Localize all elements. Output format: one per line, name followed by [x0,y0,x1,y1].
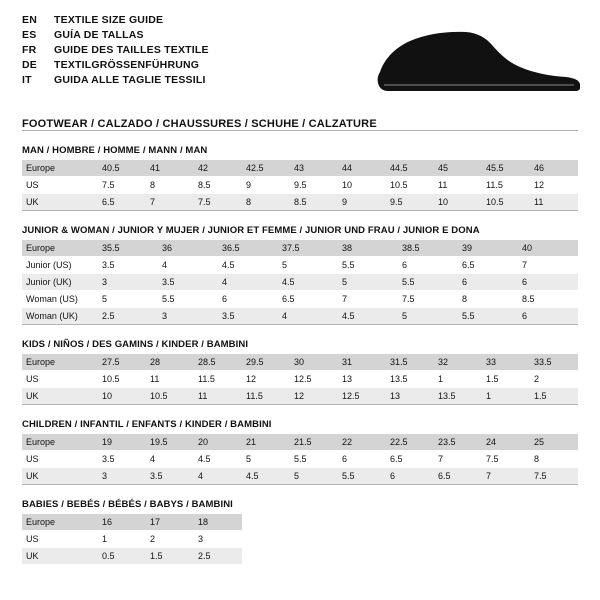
language-title: GUIDE DES TAILLES TEXTILE [54,44,209,56]
size-cell: 7 [146,194,194,210]
size-cell: 33 [482,354,530,370]
size-cell: 10.5 [482,194,530,210]
size-cell: 4 [218,274,278,290]
size-cell [482,548,530,564]
size-cell: 6 [518,308,578,324]
size-cell: 3.5 [146,468,194,484]
size-cell: 9.5 [386,194,434,210]
size-cell: 9 [338,194,386,210]
language-title: GUÍA DE TALLAS [54,29,144,41]
size-cell [530,531,578,547]
size-cell: 2.5 [98,308,158,324]
size-table [22,354,578,404]
size-cell: 5.5 [338,257,398,273]
table-row [22,274,578,290]
language-title: GUIDA ALLE TAGLIE TESSILI [54,74,206,86]
size-cell: 13.5 [386,371,434,387]
size-cell: 10.5 [386,177,434,193]
row-label: Junior (US) [22,257,98,273]
size-cell: 7.5 [194,194,242,210]
language-title-list [22,14,209,89]
size-cell [434,531,482,547]
row-label: Europe [22,354,98,370]
size-cell: 10 [98,388,146,404]
size-cell: 6 [458,274,518,290]
size-cell: 10.5 [146,388,194,404]
row-label: Europe [22,240,98,256]
size-cell: 10 [434,194,482,210]
size-cell: 37.5 [278,240,338,256]
size-section-title: MAN / HOMBRE / HOMME / MANN / MAN [22,145,208,156]
size-cell: 6 [398,257,458,273]
size-cell: 6.5 [434,468,482,484]
size-cell: 19.5 [146,434,194,450]
language-title: TEXTILGRÖSSENFÜHRUNG [54,59,200,71]
language-code: DE [22,59,37,71]
size-cell [386,548,434,564]
size-cell: 2.5 [194,548,242,564]
size-cell: 9 [242,177,290,193]
size-cell: 28 [146,354,194,370]
size-cell: 12.5 [290,371,338,387]
size-cell: 10.5 [98,371,146,387]
language-code: EN [22,14,37,26]
size-cell: 21.5 [290,434,338,450]
size-cell: 7 [338,291,398,307]
size-section [0,145,600,210]
size-cell: 12 [242,371,290,387]
size-cell: 5.5 [290,451,338,467]
size-cell [290,531,338,547]
size-cell [338,514,386,530]
size-cell: 6 [218,291,278,307]
row-label: UK [22,548,98,564]
size-cell: 10 [338,177,386,193]
size-cell: 1.5 [482,371,530,387]
table-row [22,240,578,256]
size-cell: 3.5 [98,257,158,273]
size-cell: 9.5 [290,177,338,193]
size-section [0,225,600,324]
size-cell: 31 [338,354,386,370]
size-cell: 3.5 [98,451,146,467]
language-code: ES [22,29,37,41]
size-cell: 7 [482,468,530,484]
size-cell: 1.5 [530,388,578,404]
table-row [22,388,578,404]
size-cell: 5.5 [158,291,218,307]
size-cell: 11 [434,177,482,193]
size-cell [338,531,386,547]
size-section-title: BABIES / BEBÉS / BÉBÉS / BABYS / BAMBINI [22,499,233,510]
row-label: US [22,371,98,387]
size-cell: 13 [386,388,434,404]
dress-shoe-icon [374,24,584,94]
size-cell [482,514,530,530]
size-cell [482,531,530,547]
size-cell: 8 [530,451,578,467]
size-cell: 5 [338,274,398,290]
size-cell: 7 [518,257,578,273]
size-cell: 3 [158,308,218,324]
size-cell: 45 [434,160,482,176]
size-cell: 40 [518,240,578,256]
size-cell: 4 [278,308,338,324]
size-cell [434,514,482,530]
size-cell: 27.5 [98,354,146,370]
size-cell: 6.5 [458,257,518,273]
size-cell: 25 [530,434,578,450]
size-cell: 4 [194,468,242,484]
row-label: Junior (UK) [22,274,98,290]
size-cell: 8 [242,194,290,210]
size-cell: 44 [338,160,386,176]
table-row [22,548,578,564]
size-cell: 39 [458,240,518,256]
size-section [0,499,600,564]
size-cell: 11 [530,194,578,210]
size-cell: 36.5 [218,240,278,256]
size-section-title: JUNIOR & WOMAN / JUNIOR Y MUJER / JUNIOR ET FEMME / JUNIOR UND FRAU / JUNIOR E DONA [22,225,480,236]
size-table [22,240,578,324]
size-cell: 13.5 [434,388,482,404]
size-cell: 1 [98,531,146,547]
size-section [0,339,600,404]
size-cell: 41 [146,160,194,176]
size-cell: 7.5 [98,177,146,193]
size-cell: 1 [482,388,530,404]
size-cell: 5 [290,468,338,484]
size-cell: 4.5 [194,451,242,467]
table-row [22,371,578,387]
size-cell: 6 [338,451,386,467]
table-row [22,531,578,547]
row-label: UK [22,468,98,484]
size-cell: 20 [194,434,242,450]
size-cell: 17 [146,514,194,530]
size-cell: 21 [242,434,290,450]
size-cell [290,514,338,530]
size-table [22,160,578,210]
size-cell: 6 [518,274,578,290]
size-cell: 6.5 [98,194,146,210]
size-cell: 7.5 [482,451,530,467]
size-cell: 43 [290,160,338,176]
size-cell: 4.5 [242,468,290,484]
size-cell: 31.5 [386,354,434,370]
size-cell: 4.5 [218,257,278,273]
size-cell [242,548,290,564]
size-cell: 13 [338,371,386,387]
size-cell: 5 [98,291,158,307]
size-cell: 32 [434,354,482,370]
size-cell: 33.5 [530,354,578,370]
row-label: US [22,177,98,193]
size-cell: 6.5 [386,451,434,467]
table-row [22,434,578,450]
table-row [22,468,578,484]
size-cell: 12 [530,177,578,193]
size-cell: 3 [194,531,242,547]
size-cell: 1.5 [146,548,194,564]
size-cell: 45.5 [482,160,530,176]
size-cell [290,548,338,564]
size-cell [242,531,290,547]
size-cell: 5 [398,308,458,324]
size-cell: 6.5 [278,291,338,307]
size-cell: 28.5 [194,354,242,370]
size-cell: 5 [278,257,338,273]
size-cell: 38.5 [398,240,458,256]
table-row [22,160,578,176]
language-row [22,74,209,89]
table-row [22,451,578,467]
size-cell: 24 [482,434,530,450]
size-cell: 46 [530,160,578,176]
size-cell: 18 [194,514,242,530]
size-cell: 42 [194,160,242,176]
size-cell: 6 [386,468,434,484]
size-cell: 12 [290,388,338,404]
table-row [22,177,578,193]
size-cell: 8 [458,291,518,307]
size-table [22,434,578,484]
size-cell: 7.5 [398,291,458,307]
row-label: Europe [22,160,98,176]
size-cell: 1 [434,371,482,387]
language-row [22,44,209,59]
table-row [22,194,578,210]
size-cell: 8 [146,177,194,193]
language-row [22,29,209,44]
language-title: TEXTILE SIZE GUIDE [54,14,164,26]
size-sections [0,130,600,564]
size-cell: 29.5 [242,354,290,370]
size-section-title: KIDS / NIÑOS / DES GAMINS / KINDER / BAMBINI [22,339,249,350]
row-label: Woman (UK) [22,308,98,324]
size-cell: 8.5 [194,177,242,193]
size-cell: 4 [146,451,194,467]
size-section [0,419,600,484]
size-cell: 40.5 [98,160,146,176]
size-cell: 3 [98,274,158,290]
row-label: Europe [22,434,98,450]
size-cell [242,514,290,530]
size-cell: 3.5 [218,308,278,324]
size-cell [530,548,578,564]
size-cell: 11.5 [482,177,530,193]
row-label: UK [22,194,98,210]
size-cell: 22 [338,434,386,450]
table-row [22,257,578,273]
size-cell: 16 [98,514,146,530]
language-code: FR [22,44,37,56]
row-label: US [22,451,98,467]
table-row [22,308,578,324]
size-cell: 11.5 [242,388,290,404]
size-cell [338,548,386,564]
size-table [22,514,578,564]
table-row [22,291,578,307]
row-label: Woman (US) [22,291,98,307]
size-cell: 11.5 [194,371,242,387]
language-row [22,59,209,74]
size-cell: 19 [98,434,146,450]
size-cell: 11 [146,371,194,387]
table-row [22,514,578,530]
row-label: US [22,531,98,547]
size-cell [386,531,434,547]
size-cell: 0.5 [98,548,146,564]
size-cell: 23.5 [434,434,482,450]
size-cell: 4 [158,257,218,273]
row-label: UK [22,388,98,404]
size-cell: 5.5 [458,308,518,324]
page-header [0,0,600,108]
size-cell: 3 [98,468,146,484]
size-cell: 22.5 [386,434,434,450]
size-section-title: CHILDREN / INFANTIL / ENFANTS / KINDER / BAMBINI [22,419,272,430]
size-cell: 3.5 [158,274,218,290]
size-cell: 8.5 [290,194,338,210]
size-cell [434,548,482,564]
size-cell: 8.5 [518,291,578,307]
size-cell: 2 [530,371,578,387]
size-cell: 7.5 [530,468,578,484]
size-cell: 5 [242,451,290,467]
row-label: Europe [22,514,98,530]
size-cell: 7 [434,451,482,467]
size-cell: 5.5 [398,274,458,290]
size-cell: 38 [338,240,398,256]
size-cell: 36 [158,240,218,256]
size-cell: 44.5 [386,160,434,176]
size-cell: 4.5 [338,308,398,324]
size-cell: 30 [290,354,338,370]
size-cell: 12.5 [338,388,386,404]
size-cell [386,514,434,530]
language-code: IT [22,74,32,86]
size-cell: 42.5 [242,160,290,176]
page-title: FOOTWEAR / CALZADO / CHAUSSURES / SCHUHE / CALZATURE [22,118,377,130]
size-cell: 35.5 [98,240,158,256]
size-cell: 4.5 [278,274,338,290]
language-row [22,14,209,29]
size-cell: 5.5 [338,468,386,484]
size-cell: 2 [146,531,194,547]
table-row [22,354,578,370]
size-cell [530,514,578,530]
size-cell: 11 [194,388,242,404]
